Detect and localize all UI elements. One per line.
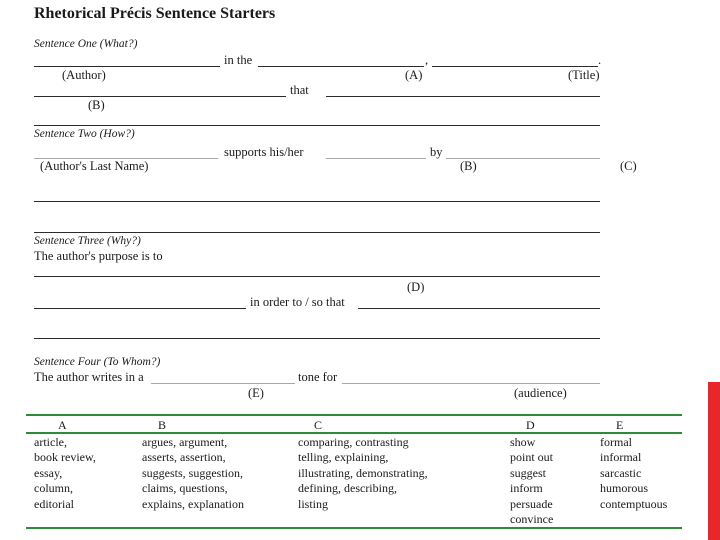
- list-item: book review,: [34, 450, 96, 465]
- list-item: article,: [34, 435, 67, 449]
- title-blank: [432, 66, 598, 67]
- audience-label: (audience): [514, 386, 567, 400]
- table-column-e: [600, 435, 667, 512]
- list-item: listing: [298, 496, 329, 511]
- page-title: Rhetorical Précis Sentence Starters: [34, 5, 276, 22]
- b-label-2: (B): [460, 159, 477, 173]
- comma-text: ,: [425, 53, 429, 67]
- list-item: defining, describing,: [298, 481, 397, 496]
- verb-blank: [34, 96, 286, 97]
- that-text: that: [290, 83, 309, 97]
- author-label: (Author): [62, 68, 106, 82]
- in-order-text: in order to / so that: [250, 295, 345, 309]
- result-blank-2: [34, 338, 600, 339]
- purpose-text: The author's purpose is to: [34, 249, 163, 263]
- purpose-blank-2: [34, 308, 246, 309]
- list-item: explains, explanation: [142, 496, 244, 511]
- accent-bar: [708, 382, 720, 540]
- sentence-one-heading: Sentence One (What?): [34, 38, 138, 50]
- table-header-b: B: [158, 418, 167, 432]
- sentence-four-heading: Sentence Four (To Whom?): [34, 356, 161, 368]
- list-item: asserts, assertion,: [142, 450, 226, 465]
- list-item: editorial: [34, 496, 74, 511]
- by-text: by: [430, 145, 443, 159]
- purpose-blank: [34, 276, 600, 277]
- method-blank-3: [34, 232, 600, 233]
- table-header-rule: [26, 432, 682, 434]
- sentence-two-heading: Sentence Two (How?): [34, 128, 135, 140]
- writes-in-text: The author writes in a: [34, 370, 144, 384]
- author-blank: [34, 66, 220, 67]
- claim-blank: [326, 158, 426, 159]
- list-item: claims, questions,: [142, 481, 228, 496]
- rhetorical-mode-blank: [258, 66, 424, 67]
- table-column-c: [298, 435, 428, 512]
- table-header-c: C: [314, 418, 323, 432]
- title-label: (Title): [568, 68, 600, 82]
- e-label: (E): [248, 386, 264, 400]
- b-label: (B): [88, 98, 105, 112]
- list-item: argues, argument,: [142, 435, 228, 449]
- author-last-label: (Author's Last Name): [40, 159, 149, 173]
- table-column-b: [142, 435, 244, 512]
- list-item: humorous: [600, 481, 648, 496]
- list-item: suggest: [510, 465, 546, 480]
- table-header-e: E: [616, 418, 624, 432]
- table-column-d: [510, 435, 553, 527]
- in-the-text: in the: [224, 53, 253, 67]
- list-item: informal: [600, 450, 642, 465]
- c-label: (C): [620, 159, 637, 173]
- thesis-blank-2: [34, 125, 600, 126]
- list-item: formal: [600, 435, 632, 449]
- table-header-d: D: [526, 418, 535, 432]
- table-header-a: A: [58, 418, 67, 432]
- list-item: suggests, suggestion,: [142, 465, 244, 480]
- list-item: essay,: [34, 465, 63, 480]
- audience-blank: [342, 383, 600, 384]
- tone-for-text: tone for: [298, 370, 338, 384]
- tone-blank: [151, 383, 295, 384]
- list-item: sarcastic: [600, 465, 642, 480]
- d-label: (D): [407, 280, 425, 294]
- list-item: illustrating, demonstrating,: [298, 465, 428, 480]
- method-blank-2: [34, 201, 600, 202]
- sentence-three-heading: Sentence Three (Why?): [34, 235, 141, 247]
- list-item: persuade: [510, 496, 553, 511]
- table-top-rule: [26, 414, 682, 416]
- result-blank: [358, 308, 600, 309]
- table-column-a: [34, 435, 96, 512]
- table-bottom-rule: [26, 527, 682, 529]
- list-item: contemptuous: [600, 496, 668, 511]
- a-label: (A): [405, 68, 423, 82]
- thesis-blank: [326, 96, 600, 97]
- list-item: inform: [510, 481, 543, 496]
- supports-text: supports his/her: [224, 145, 304, 159]
- list-item: telling, explaining,: [298, 450, 389, 465]
- list-item: comparing, contrasting: [298, 435, 409, 449]
- list-item: convince: [510, 512, 554, 527]
- list-item: point out: [510, 450, 554, 465]
- period-text: .: [598, 53, 602, 67]
- list-item: show: [510, 435, 536, 449]
- list-item: column,: [34, 481, 73, 496]
